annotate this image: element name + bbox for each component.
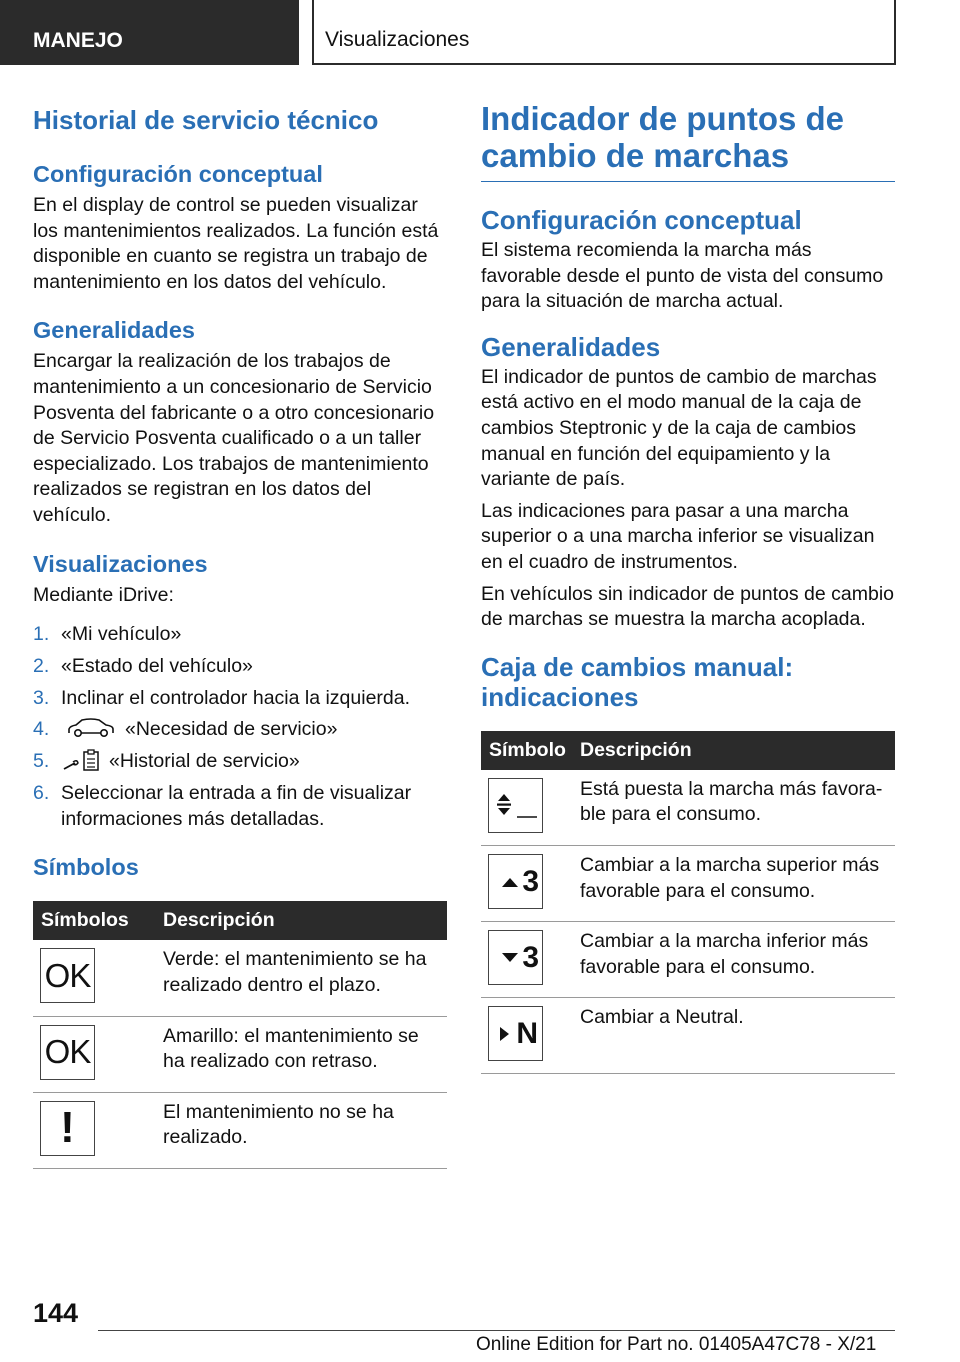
list-item: 4. «Necesidad de servicio» [33, 718, 338, 741]
right-concept-text: El sistema recomienda la marcha más favorable desde el punto de vista del consumo para la situación de marcha actual. [481, 239, 884, 313]
shift-indicator-title: Indicador de puntos de cambio de marchas [481, 100, 845, 174]
table-row [481, 846, 895, 922]
table-header-description: Descripción [156, 901, 447, 940]
service-history-icon [61, 749, 101, 771]
left-concept-text: En el display de control se pueden visualizar los mantenimientos realizados. La función está disponible en cuanto se registra un trabajo de mantenimiento en los datos del vehículo. [33, 194, 439, 293]
chapter-label: Visualizaciones [325, 28, 470, 51]
table-row [33, 1016, 447, 1092]
right-general-p3: En vehículos sin indicador de puntos de cambio de marchas se muestra la marcha acoplada. [481, 582, 895, 631]
edition-note: Online Edition for Part no. 01405A47C78 - X/21 [476, 1334, 877, 1355]
list-item: 5. «Historial de servicio» [33, 750, 300, 773]
idrive-steps [33, 622, 447, 832]
table-cell: Cambiar a Neutral. [572, 998, 895, 1074]
table-row [33, 1092, 447, 1168]
table-row [481, 770, 895, 846]
table-header-symbol: Símbolo [481, 731, 572, 770]
table-header-symbols: Símbolos [33, 901, 156, 940]
gear-optimal-icon [488, 778, 543, 833]
gear-up-icon: 3 [488, 854, 543, 909]
left-display-heading: Visualizaciones [33, 550, 208, 577]
table-row [481, 922, 895, 998]
right-concept-heading: Configuración conceptual [481, 205, 802, 235]
list-item: 2. «Estado del vehículo» [33, 654, 253, 677]
car-service-icon [67, 718, 115, 738]
list-item: 3. Inclinar el controlador hacia la izquierda. [33, 686, 411, 709]
page-number: 144 [33, 1298, 79, 1328]
table-cell: Amarillo: el mantenimiento se ha realizado con retraso. [156, 1016, 447, 1092]
title-divider [481, 181, 895, 182]
left-column [33, 100, 447, 1169]
table-cell: El mantenimiento no se ha realizado. [156, 1092, 447, 1168]
left-general-text: Encargar la realización de los trabajos de mantenimiento a un concesionario de Servicio Posventa del fabricante o a otro concesionario de Servicio Posventa cualificado o a un taller especializado. Los trabajos de mantenimiento realizados se registran en los datos del vehículo. [33, 350, 435, 526]
maintenance-symbols-table [33, 901, 447, 1169]
right-general-p1: El indicador de puntos de cambio de marchas está activo en el modo manual de la caja de cambios Steptronic y de la caja de cambios manual en función del equipamiento y la variante de país. [481, 365, 877, 491]
gear-neutral-icon: N [488, 1006, 543, 1061]
footer-divider [98, 1330, 895, 1331]
left-display-intro: Mediante iDrive: [33, 583, 174, 606]
table-cell: Está puesta la marcha más favorable para el consumo. [572, 770, 895, 846]
gear-shift-table [481, 731, 895, 1075]
left-concept-heading: Configuración conceptual [33, 161, 323, 187]
ok-green-icon: OK [40, 948, 95, 1003]
section-label: MANEJO [33, 29, 123, 52]
table-cell: Cambiar a la marcha superior más favorable para el consumo. [572, 846, 895, 922]
list-item: 1. «Mi vehículo» [33, 623, 182, 646]
manual-gearbox-heading: Caja de cambios manual: indicaciones [481, 651, 794, 712]
left-general-heading: Generalidades [33, 317, 195, 344]
service-history-title: Historial de servicio técnico [33, 105, 379, 135]
table-cell: Cambiar a la marcha inferior más favorable para el consumo. [572, 922, 895, 998]
list-item: 6. Seleccionar la entrada a fin de visualizar informaciones más detalladas. [33, 782, 412, 830]
table-row [33, 940, 447, 1016]
table-header-description: Descripción [572, 731, 895, 770]
chapter-tab [312, 0, 896, 65]
exclamation-icon: ! [40, 1101, 95, 1156]
ok-yellow-icon: OK [40, 1025, 95, 1080]
right-column [481, 100, 895, 1074]
section-tab [0, 0, 299, 65]
right-general-heading: Generalidades [481, 331, 661, 362]
symbols-heading: Símbolos [33, 854, 139, 881]
right-general-p2: Las indicaciones para pasar a una marcha superior o a una marcha inferior se visualizan en el cuadro de instrumentos. [481, 499, 875, 573]
table-row [481, 998, 895, 1074]
table-cell: Verde: el mantenimiento se ha realizado dentro el plazo. [156, 940, 447, 1016]
gear-down-icon: 3 [488, 930, 543, 985]
